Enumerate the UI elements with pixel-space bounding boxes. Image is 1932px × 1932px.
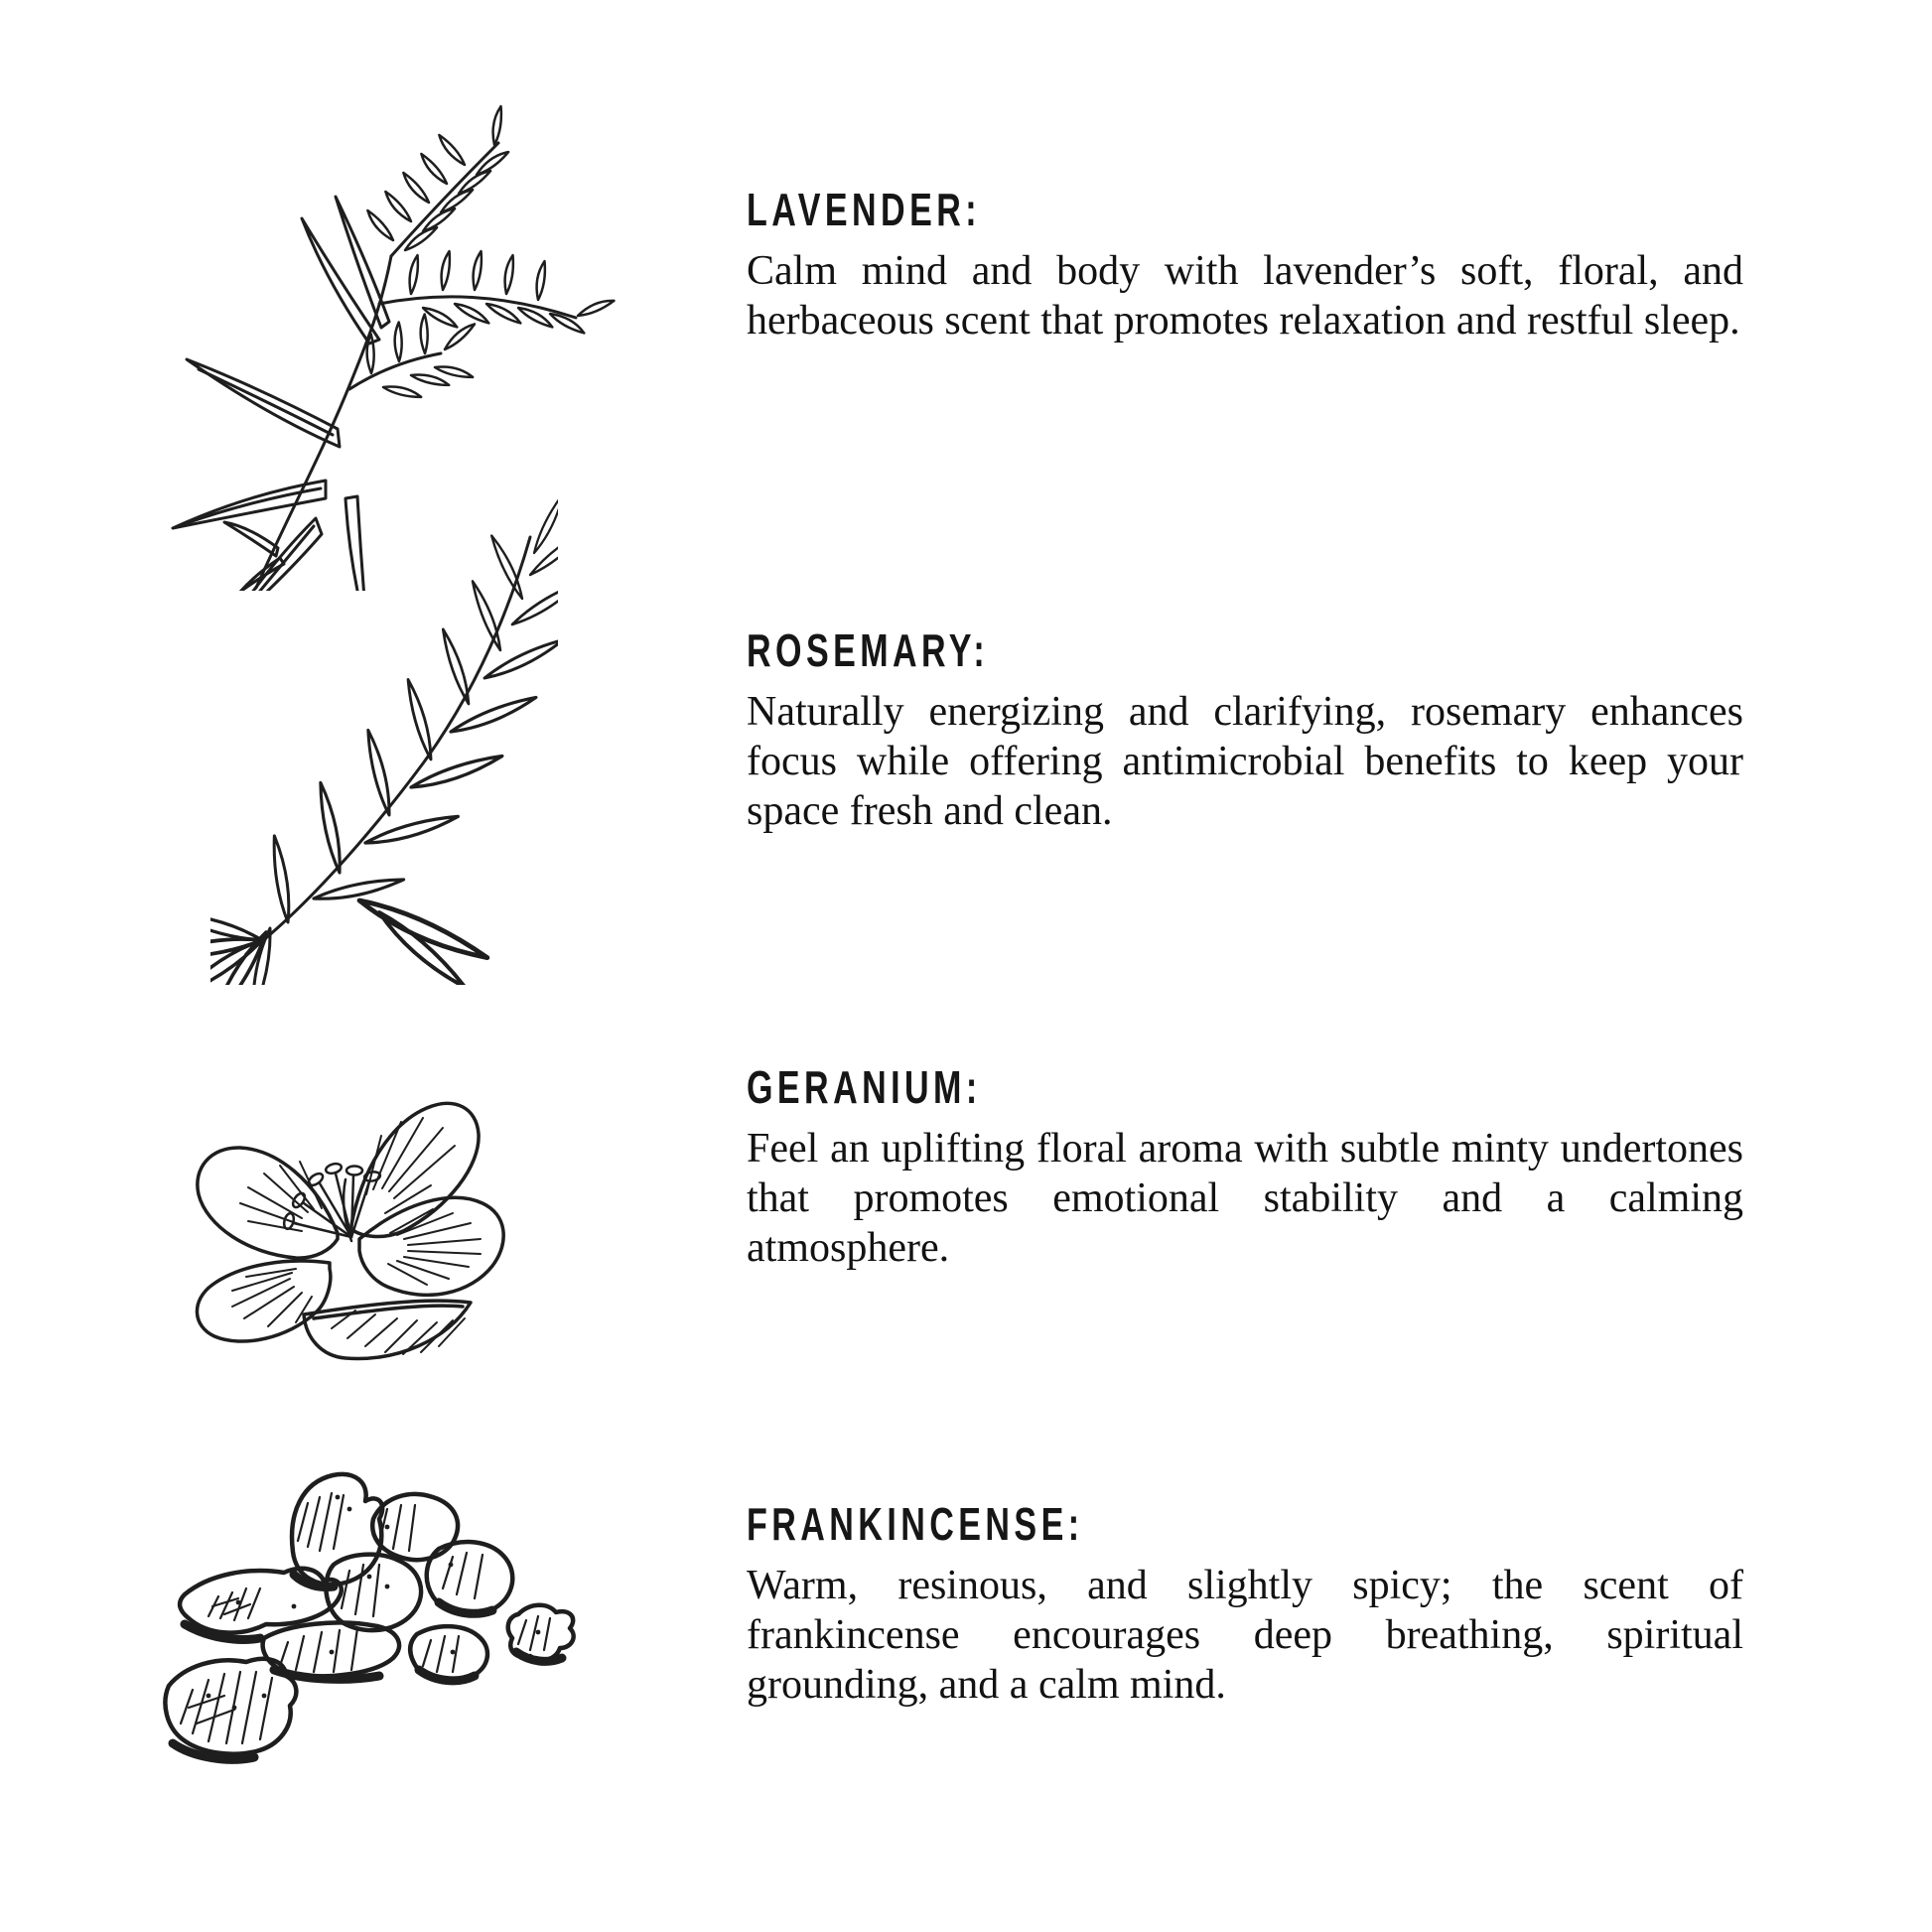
- rosemary-heading: ROSEMARY:: [747, 624, 990, 676]
- lavender-section: [747, 185, 1743, 345]
- geranium-flower-illustration: [147, 1062, 534, 1400]
- geranium-flower-drawing: [147, 1062, 534, 1400]
- frankincense-resin-illustration: [89, 1457, 645, 1815]
- frankincense-section: [747, 1499, 1743, 1710]
- geranium-description: Feel an uplifting floral aroma with subtle minty undertones that promotes emotional stability and a calming atmosphere.: [747, 1126, 1743, 1271]
- lavender-description: Calm mind and body with lavender’s soft, floral, and herbaceous scent that promotes relaxation and restful sleep.: [747, 248, 1743, 344]
- frankincense-description: Warm, resinous, and slightly spicy; the scent of frankincense encourages deep breathing, spiritual grounding, and a calm mind.: [747, 1563, 1743, 1708]
- frankincense-heading: FRANKINCENSE:: [747, 1498, 1084, 1550]
- frankincense-resin-drawing: [89, 1457, 645, 1815]
- rosemary-section: [747, 625, 1743, 836]
- rosemary-description: Naturally energizing and clarifying, rosemary enhances focus while offering antimicrobial benefits to keep your space fresh and clean.: [747, 689, 1743, 834]
- geranium-section: [747, 1062, 1743, 1273]
- rosemary-branch-illustration: [210, 483, 558, 985]
- geranium-heading: GERANIUM:: [747, 1061, 982, 1113]
- rosemary-branch-drawing: [210, 483, 558, 985]
- lavender-heading: LAVENDER:: [747, 184, 982, 235]
